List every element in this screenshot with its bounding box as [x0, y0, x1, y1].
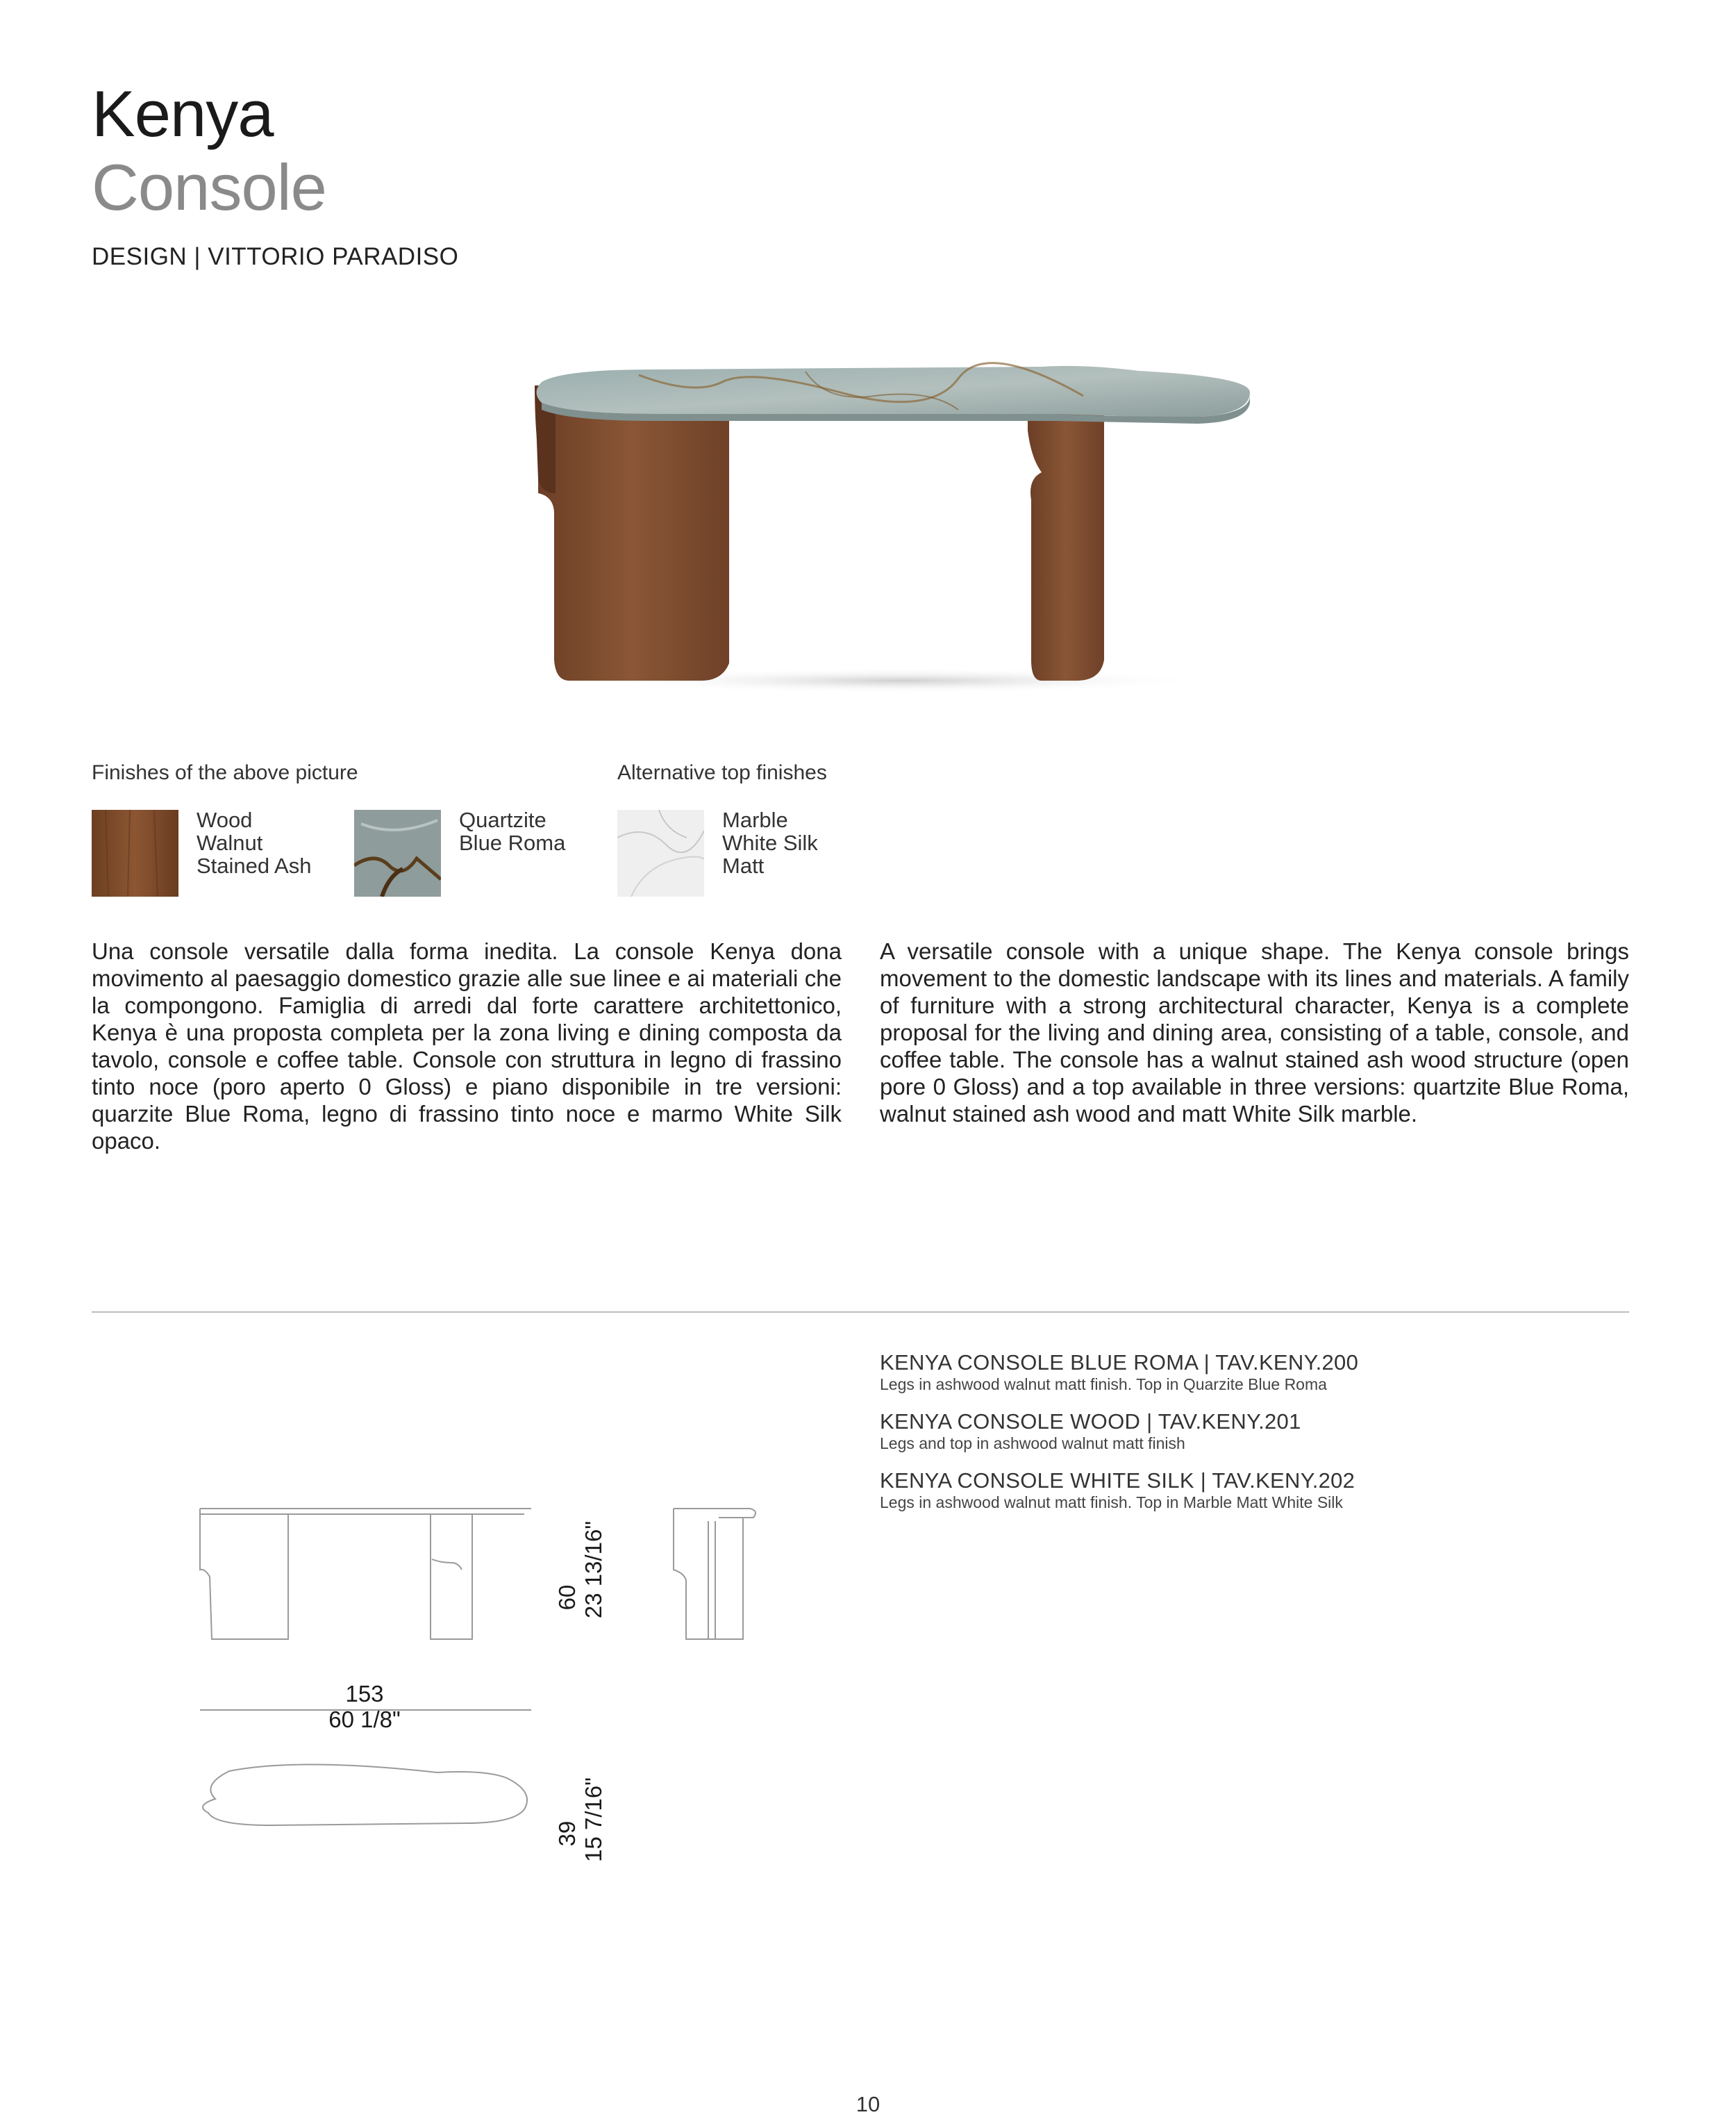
- depth-cm-label: 39: [554, 1820, 580, 1847]
- right-leg: [1028, 396, 1104, 681]
- product-list: [880, 1350, 1358, 1512]
- alternative-finishes-heading: Alternative top finishes: [617, 761, 827, 784]
- product-title: Kenya: [92, 77, 274, 150]
- left-leg: [535, 385, 729, 681]
- console-product-photo: [514, 354, 1264, 695]
- marble-swatch: [617, 810, 704, 897]
- quartzite-top: [537, 366, 1251, 417]
- product-name: KENYA CONSOLE WHITE SILK | TAV.KENY.202: [880, 1468, 1355, 1493]
- product-description: Legs in ashwood walnut matt finish. Top in Marble Matt White Silk: [880, 1493, 1343, 1511]
- description-italian: Una console versatile dalla forma inedita. La console Kenya dona movimento al paesaggio domestico grazie alle sue linee e ai materiali che la compongono. Famiglia di arredi dal forte carattere architettonico, Kenya è una proposta completa per la zona living e dining composta da tavolo, console e coffee table. Console con struttura in legno di frassino tinto noce (poro aperto 0 Gloss) e piano disponibile in tre versioni: quarzite Blue Roma, legno di frassino tinto noce e marmo White Silk opaco.: [92, 938, 842, 1154]
- product-description: Legs and top in ashwood walnut matt finish: [880, 1434, 1185, 1452]
- technical-drawings: [174, 1493, 771, 1882]
- description-english: A versatile console with a unique shape. The Kenya console brings movement to the domestic landscape with its lines and materials. A family of furniture with a strong architectural character, Kenya is a complete proposal for the living and dining area, consisting of a table, console, and coffee table. The console has a walnut stained ash wood structure (open pore 0 Gloss) and a top available in three versions: quartzite Blue Roma, walnut stained ash wood and matt White Silk marble.: [880, 938, 1629, 1127]
- height-in-label: 23 13/16": [581, 1520, 606, 1619]
- plan-view-drawing: [203, 1764, 527, 1825]
- quartzite-swatch: [354, 810, 441, 897]
- finish-label-quartzite: Quartzite Blue Roma: [459, 808, 566, 855]
- product-name: KENYA CONSOLE WOOD | TAV.KENY.201: [880, 1409, 1301, 1434]
- height-cm-label: 60: [554, 1584, 580, 1611]
- product-description: Legs in ashwood walnut matt finish. Top in Quarzite Blue Roma: [880, 1375, 1327, 1393]
- walnut-wood-swatch: [92, 810, 178, 897]
- product-name: KENYA CONSOLE BLUE ROMA | TAV.KENY.200: [880, 1350, 1359, 1375]
- width-in-label: 60 1/8": [328, 1707, 401, 1732]
- front-elevation-drawing: [200, 1509, 531, 1639]
- product-subtitle: Console: [92, 151, 326, 224]
- finishes-heading: Finishes of the above picture: [92, 761, 358, 784]
- section-divider: [92, 1311, 1629, 1313]
- side-elevation-drawing: [674, 1509, 756, 1639]
- depth-in-label: 15 7/16": [581, 1777, 606, 1862]
- page-number: 10: [856, 2092, 880, 2116]
- finish-label-wood: Wood Walnut Stained Ash: [197, 808, 312, 878]
- width-cm-label: 153: [345, 1681, 384, 1707]
- finish-label-marble: Marble White Silk Matt: [722, 808, 818, 878]
- designer-credit: DESIGN | VITTORIO PARADISO: [92, 243, 459, 270]
